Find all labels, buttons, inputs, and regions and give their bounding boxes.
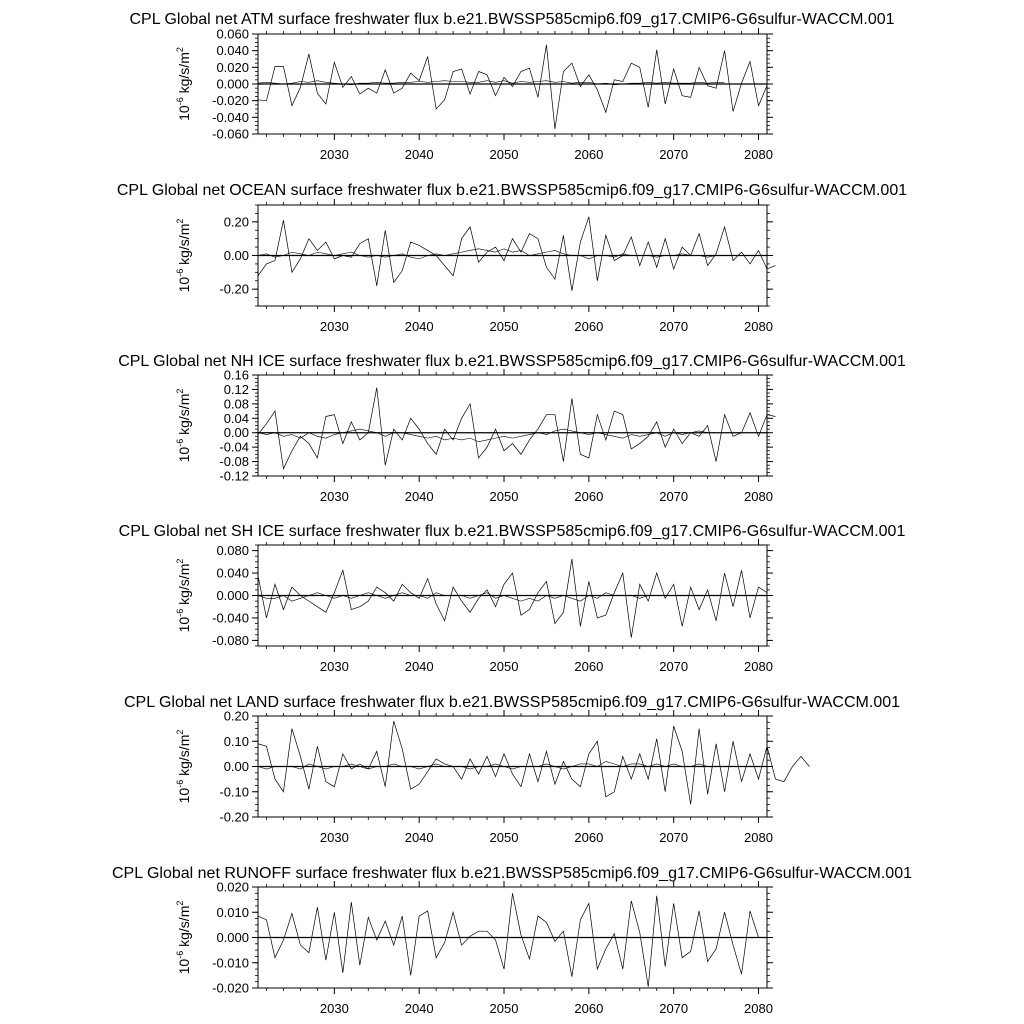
atm-ytick-label: 0.000 bbox=[216, 76, 249, 92]
runoff-xtick-label: 2040 bbox=[404, 1001, 434, 1016]
atm-series-line-1 bbox=[258, 45, 767, 129]
land-ytick-label: 0.20 bbox=[223, 708, 249, 724]
nh-ice-ytick-label: 0.08 bbox=[223, 396, 249, 412]
land-ytick-label: -0.10 bbox=[219, 784, 249, 800]
nh-ice-ylabel bbox=[175, 389, 192, 463]
runoff-ylabel-base: 10 bbox=[176, 958, 192, 975]
runoff-xtick-label: 2070 bbox=[659, 1001, 689, 1016]
land-ytick-label: 0.10 bbox=[223, 733, 249, 749]
nh-ice-ytick-label: 0.00 bbox=[223, 425, 249, 441]
nh-ice-title: CPL Global net NH ICE surface freshwater flux b.e21.BWSSP585cmip6.f09_g17.CMIP6-G6sulfur-WACCM.001 bbox=[118, 353, 906, 370]
runoff-ytick-label: 0.010 bbox=[216, 904, 249, 920]
atm-ytick-label: -0.020 bbox=[212, 93, 249, 109]
nh-ice-ytick-label: -0.04 bbox=[219, 439, 249, 455]
sh-ice-ytick-label: 0.080 bbox=[216, 543, 249, 559]
atm-title: CPL Global net ATM surface freshwater flux b.e21.BWSSP585cmip6.f09_g17.CMIP6-G6sulfur-WACCM.001 bbox=[129, 11, 895, 28]
sh-ice-ytick-label: 0.040 bbox=[216, 565, 249, 581]
atm-ytick-label: -0.060 bbox=[212, 126, 249, 142]
runoff-xtick-label: 2080 bbox=[744, 1001, 773, 1016]
sh-ice-xtick-label: 2050 bbox=[489, 659, 519, 674]
sh-ice-xtick-label: 2030 bbox=[319, 659, 349, 674]
sh-ice-ylabel-exponent: -6 bbox=[175, 608, 185, 617]
sh-ice-ytick-label: 0.000 bbox=[216, 588, 249, 603]
runoff-ylabel-square: 2 bbox=[175, 900, 185, 906]
ocean-xtick-label: 2080 bbox=[744, 319, 773, 334]
land-xtick-label: 2030 bbox=[319, 830, 349, 845]
atm-ylabel-exponent: -6 bbox=[175, 97, 185, 106]
nh-ice-series-line-2 bbox=[258, 429, 708, 442]
ocean-ylabel-square: 2 bbox=[175, 218, 185, 224]
land-ylabel-exponent: -6 bbox=[175, 779, 185, 788]
sh-ice-title: CPL Global net SH ICE surface freshwater flux b.e21.BWSSP585cmip6.f09_g17.CMIP6-G6sulfur-WACCM.001 bbox=[118, 523, 906, 540]
ocean-ylabel-base: 10 bbox=[176, 276, 192, 293]
atm-xtick-label: 2050 bbox=[489, 147, 519, 162]
land-xtick-label: 2070 bbox=[659, 830, 689, 845]
atm-panel bbox=[129, 11, 894, 162]
land-xtick-label: 2060 bbox=[574, 830, 604, 845]
runoff-xtick-label: 2050 bbox=[489, 1001, 519, 1016]
ocean-ylabel bbox=[175, 219, 192, 293]
runoff-xtick-label: 2060 bbox=[574, 1001, 604, 1016]
land-xtick-label: 2040 bbox=[404, 830, 434, 845]
ocean-ytick-label: 0.20 bbox=[223, 214, 249, 230]
land-title: CPL Global net LAND surface freshwater flux b.e21.BWSSP585cmip6.f09_g17.CMIP6-G6sulfur-WACCM.001 bbox=[123, 694, 901, 711]
ocean-series-line-2 bbox=[258, 249, 716, 259]
atm-ytick-label: 0.060 bbox=[216, 26, 249, 42]
ocean-panel bbox=[117, 182, 907, 334]
nh-ice-panel bbox=[118, 353, 906, 504]
atm-ylabel-base: 10 bbox=[176, 105, 192, 121]
nh-ice-plot-frame bbox=[258, 375, 767, 476]
ocean-xtick-label: 2060 bbox=[574, 319, 604, 334]
sh-ice-ytick-label: -0.040 bbox=[212, 610, 249, 626]
nh-ice-xtick-label: 2040 bbox=[404, 489, 434, 504]
runoff-panel bbox=[112, 865, 912, 1016]
sh-ice-ylabel-unit: kg/s/m bbox=[176, 563, 192, 609]
nh-ice-xtick-label: 2070 bbox=[659, 489, 689, 504]
sh-ice-ylabel-square: 2 bbox=[175, 558, 185, 564]
sh-ice-xtick-label: 2070 bbox=[659, 659, 689, 674]
atm-ylabel bbox=[175, 47, 192, 121]
nh-ice-xtick-label: 2060 bbox=[574, 489, 604, 504]
land-ylabel bbox=[175, 730, 192, 804]
land-xtick-label: 2050 bbox=[489, 830, 519, 845]
runoff-ytick-label: 0.000 bbox=[216, 930, 249, 945]
atm-ytick-label: 0.020 bbox=[216, 59, 249, 75]
nh-ice-xtick-label: 2050 bbox=[489, 489, 519, 504]
sh-ice-ylabel bbox=[175, 559, 192, 633]
nh-ice-ytick-label: 0.12 bbox=[223, 381, 249, 397]
ocean-xtick-label: 2070 bbox=[659, 319, 689, 334]
ocean-xtick-label: 2030 bbox=[319, 319, 349, 334]
sh-ice-xtick-label: 2060 bbox=[574, 659, 604, 674]
nh-ice-ylabel-exponent: -6 bbox=[175, 438, 185, 447]
runoff-ytick-label: -0.020 bbox=[212, 980, 249, 996]
ocean-ytick-label: 0.00 bbox=[223, 248, 249, 263]
ocean-ylabel-unit: kg/s/m bbox=[176, 223, 192, 269]
runoff-ytick-label: -0.010 bbox=[212, 955, 249, 971]
runoff-series-line-1 bbox=[258, 893, 759, 986]
nh-ice-ylabel-base: 10 bbox=[176, 446, 192, 463]
nh-ice-ylabel-square: 2 bbox=[175, 388, 185, 394]
runoff-ylabel bbox=[175, 901, 192, 975]
ocean-title: CPL Global net OCEAN surface freshwater flux b.e21.BWSSP585cmip6.f09_g17.CMIP6-G6sulfur-WACCM.001 bbox=[116, 182, 908, 199]
ocean-xtick-label: 2050 bbox=[489, 319, 519, 334]
atm-xtick-label: 2080 bbox=[744, 147, 773, 162]
sh-ice-xtick-label: 2040 bbox=[404, 659, 434, 674]
runoff-xtick-label: 2030 bbox=[319, 1001, 349, 1016]
atm-ylabel-square: 2 bbox=[175, 47, 185, 53]
land-ylabel-base: 10 bbox=[176, 787, 192, 804]
nh-ice-ytick-label: -0.12 bbox=[219, 468, 249, 484]
runoff-ylabel-unit: kg/s/m bbox=[176, 905, 192, 951]
atm-xtick-label: 2040 bbox=[404, 147, 434, 162]
ocean-xtick-label: 2040 bbox=[404, 319, 434, 334]
atm-ytick-label: -0.040 bbox=[212, 109, 249, 125]
nh-ice-ytick-label: 0.16 bbox=[223, 367, 249, 383]
nh-ice-ytick-label: -0.08 bbox=[219, 454, 249, 470]
sh-ice-series-line-2 bbox=[258, 593, 648, 601]
atm-ytick-label: 0.040 bbox=[216, 43, 249, 59]
ocean-ylabel-exponent: -6 bbox=[175, 268, 185, 277]
ocean-series-line-1 bbox=[258, 217, 775, 291]
atm-xtick-label: 2070 bbox=[659, 147, 689, 162]
nh-ice-ytick-label: 0.04 bbox=[223, 410, 249, 426]
sh-ice-xtick-label: 2080 bbox=[744, 659, 773, 674]
atm-xtick-label: 2030 bbox=[319, 147, 349, 162]
land-xtick-label: 2080 bbox=[744, 830, 773, 845]
land-ylabel-unit: kg/s/m bbox=[176, 734, 192, 780]
nh-ice-ylabel-unit: kg/s/m bbox=[176, 393, 192, 439]
atm-xtick-label: 2060 bbox=[574, 147, 604, 162]
land-panel bbox=[124, 694, 900, 845]
sh-ice-panel bbox=[119, 523, 906, 674]
runoff-ylabel-exponent: -6 bbox=[175, 950, 185, 959]
nh-ice-xtick-label: 2030 bbox=[319, 489, 349, 504]
atm-ylabel-unit: kg/s/m bbox=[176, 52, 192, 98]
sh-ice-ytick-label: -0.080 bbox=[212, 632, 249, 648]
runoff-ytick-label: 0.020 bbox=[216, 879, 249, 895]
land-ytick-label: 0.00 bbox=[223, 759, 249, 774]
runoff-title: CPL Global net RUNOFF surface freshwater flux b.e21.BWSSP585cmip6.f09_g17.CMIP6-G6sulfur-WACCM.001 bbox=[111, 865, 913, 882]
nh-ice-series-line-1 bbox=[258, 388, 775, 469]
sh-ice-ylabel-base: 10 bbox=[176, 616, 192, 633]
ocean-ytick-label: -0.20 bbox=[219, 281, 249, 297]
land-series-line-1 bbox=[258, 721, 809, 804]
land-ytick-label: -0.20 bbox=[219, 809, 249, 825]
land-ylabel-square: 2 bbox=[175, 729, 185, 735]
nh-ice-xtick-label: 2080 bbox=[744, 489, 773, 504]
